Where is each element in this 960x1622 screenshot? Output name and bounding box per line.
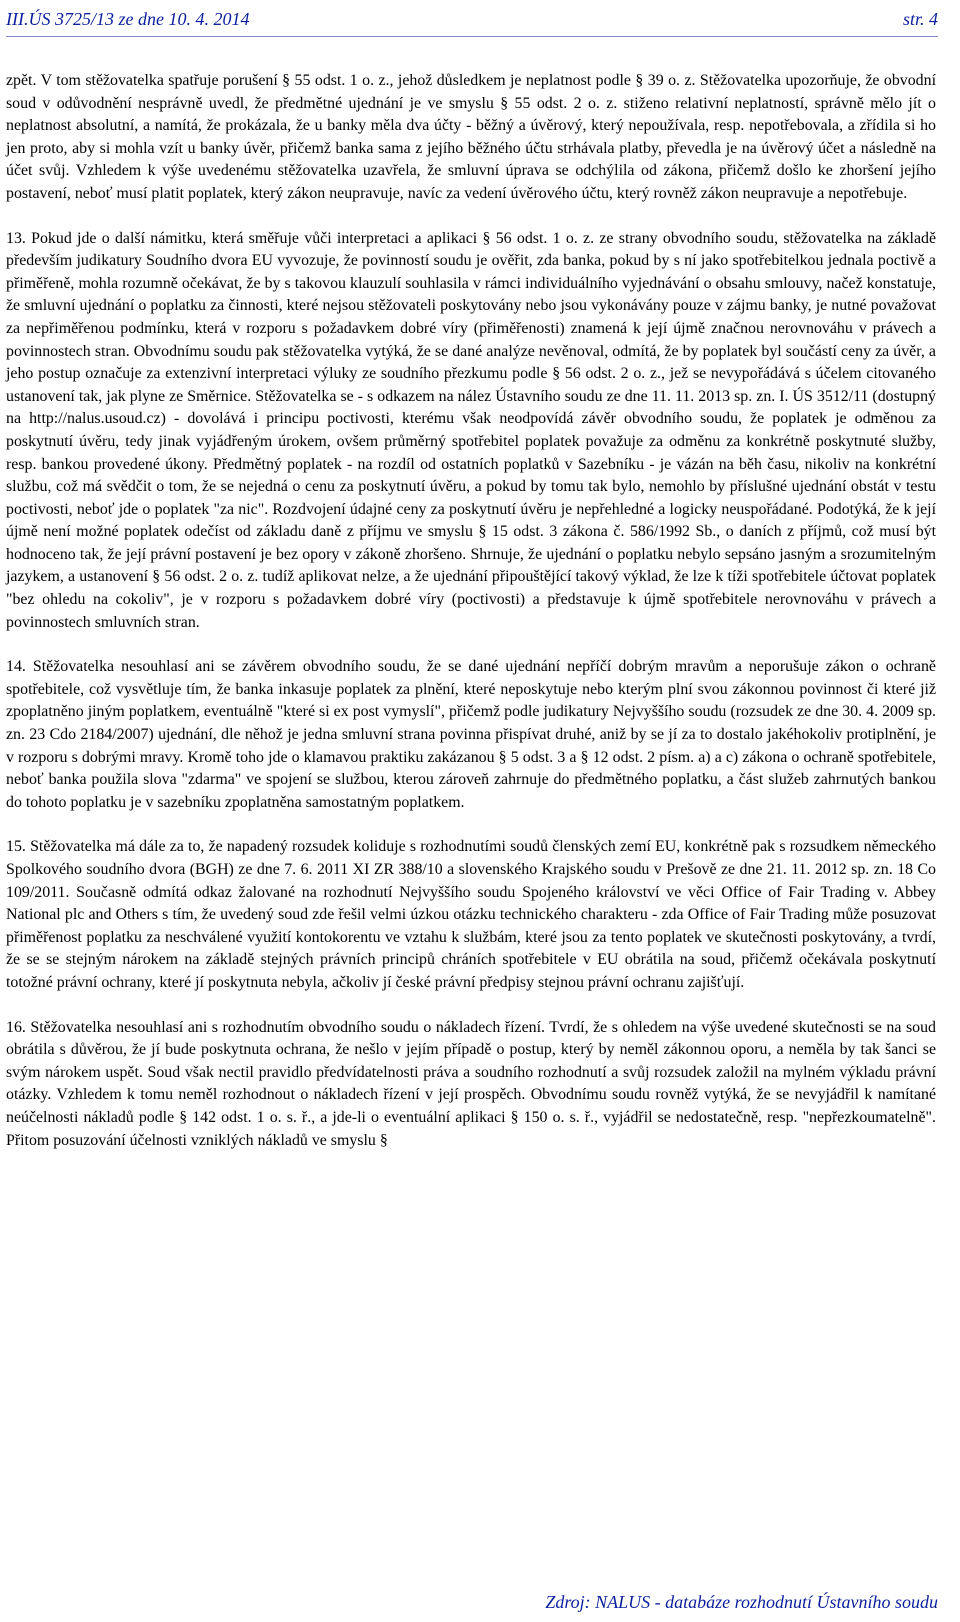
page-number: str. 4 <box>902 8 938 29</box>
paragraph-14: 14. Stěžovatelka nesouhlasí ani se závěrem obvodního soudu, že se dané ujednání nepříčí dobrým mravům a neporušuje zákon o ochraně spotřebitele, což vysvětluje tím, že banka inkasuje poplatek za plnění, které neposkytuje nebo kterým plní svou zákonnou povinnost či které již zpoplatněno jiným poplatkem, eventuálně "které si ex post vymyslí", přičemž podle judikatury Nejvyššího soudu (rozsudek ze dne 30. 4. 2009 sp. zn. 23 Cdo 2184/2007) ujednání, dle něhož je jedna smluvní strana povinna přispívat druhé, aniž by se jí za to dostalo jakéhokoliv protiplnění, je v rozporu s dobrými mravy. Kromě toho jde o klamavou praktiku zakázanou § 5 odst. 3 a § 12 odst. 2 písm. a) a c) zákona o ochraně spotřebitele, neboť banka použila slova "zdarma" ve spojení se službou, kterou zároveň zahrnuje do předmětného poplatku, a část služeb zahrnutých bankou do tohoto poplatku je v sazebníku zpoplatněna samostatným poplatkem. <box>6 658 936 811</box>
header-divider <box>6 36 938 37</box>
paragraph-13: 13. Pokud jde o další námitku, která směřuje vůči interpretaci a aplikaci § 56 odst. 1 o. z. ze strany obvodního soudu, stěžovatelka na základě především judikatury Soudního dvora EU vyvozuje, že povinností soudu je ověřit, zda banka, pokud by s ní jako spotřebitelkou jednala poctivě a přiměřeně, mohla rozumně očekávat, že by s takovou klauzulí souhlasila v rámci individuálního vyjednávání o obsahu smlouvy, načež konstatuje, že smluvní ujednání o poplatku za činnosti, které nejsou stěžovateli poskytovány nebo jsou vykonávány pouze v zájmu banky, je nutné považovat za nepřiměřenou podmínku, která v rozporu s požadavkem dobré víry (přiměřenosti) znamená k její újmě značnou nerovnováhu v právech a povinnostech stran. Obvodnímu soudu pak stěžovatelka vytýká, že se dané analýze nevěnoval, odmítá, že by poplatek byl součástí ceny za úvěr, a jeho postup označuje za extenzivní interpretaci výluky ze soudního přezkumu podle § 56 odst. 2 o. z., jež se nevypořádává s účelem citovaného ustanovení tak, jak plyne ze Směrnice. Stěžovatelka se - s odkazem na nález Ústavního soudu ze dne 11. 11. 2013 sp. zn. I. ÚS 3512/11 (dostupný na http://nalus.usoud.cz) - dovolává i principu poctivosti, kterému však neodpovídá závěr obvodního soudu, že poplatek je odměnou za poskytnutí úvěru, tedy jinak vyjádřeným úrokem, ovšem průměrný spotřebitel poplatek považuje za odměnu za konkrétně poskytnuté služby, resp. bankou provedené úkony. Předmětný poplatek - na rozdíl od ostatních poplatků v Sazebníku - je vázán na běh času, nikoliv na konkrétní službu, což má svědčit o tom, že se nejedná o cenu za poskytnutí úvěru, a pokud by tomu tak bylo, nemohlo by příslušné ujednání obstát v testu poctivosti, neboť jde o poplatek "za nic". Rozdvojení údajné ceny za poskytnutí úvěru je nepřehledné a logicky neuspořádané. Podotýká, že k její újmě není možné poplatek odečíst od základu daně z příjmu ve smyslu § 15 odst. 3 zákona č. 586/1992 Sb., o daních z příjmů, což musí být hodnoceno tak, že její právní postavení je bez opory v zákoně zhoršeno. Shrnuje, že ujednání o poplatku nebylo sepsáno jasným a srozumitelným jazykem, a ustanovení § 56 odst. 2 o. z. tudíž aplikovat nelze, a že ujednání připouštějící takový výklad, že lze k tíži spotřebitele účtovat poplatek "bez ohledu na cokoliv", je v rozporu s požadavkem dobré víry (poctivosti) a představuje k újmě spotřebitele nerovnováhu v právech a povinnostech smluvních stran. <box>6 229 936 631</box>
page-header <box>6 6 938 32</box>
paragraph-16: 16. Stěžovatelka nesouhlasí ani s rozhodnutím obvodního soudu o nákladech řízení. Tvrdí, že s ohledem na výše uvedené skutečnosti se na soud obrátila s důvěrou, že jí bude poskytnuta ochrana, že nešlo v jejím případě o postup, který by neměl zákonnou oporu, a neměla by tak šanci se svým nárokem uspět. Soud však nectil pravidlo předvídatelnosti práva a soudního rozhodnutí a svůj rozsudek založil na mylném výkladu právní otázky. Vzhledem k tomu neměl rozhodnout o nákladech řízení v její prospěch. Obvodnímu soudu rovněž vytýká, že se nevyjádřil k namítané neúčelnosti nákladů podle § 142 odst. 1 o. s. ř., a jde-li o eventuální aplikaci § 150 o. s. ř., vyjádřil se nedostatečně, resp. "nepřezkoumatelně". Přitom posuzování účelnosti vzniklých nákladů ve smyslu § <box>6 1018 936 1149</box>
paragraph-continuation: zpět. V tom stěžovatelka spatřuje porušení § 55 odst. 1 o. z., jehož důsledkem je neplatnost podle § 39 o. z. Stěžovatelka upozorňuje, že obvodní soud v odůvodnění nesprávně uvedl, že předmětné ujednání je ve smyslu § 55 odst. 2 o. z. stiženo relativní neplatností, správně mělo jít o neplatnost absolutní, a namítá, že prokázala, že u banky měla dva účty - běžný a úvěrový, který nepoužívala, resp. nepotřebovala, a zřídila si ho jen proto, aby si mohla vzít u banky úvěr, přičemž banka sama z jejího běžného účtu strhávala platby, převedla je na úvěrový účet a následně na účet svůj. Vzhledem k výše uvedenému stěžovatelka uzavřela, že smluvní úprava se odchýlila od zákona, přičemž došlo ke zhoršení jejího postavení, neboť musí platit poplatek, který zákon neupravuje, navíc za vedení úvěrového účtu, který rovněž zákon neupravuje a nepotřebuje. <box>6 72 936 202</box>
case-reference: III.ÚS 3725/13 ze dne 10. 4. 2014 <box>6 8 250 29</box>
page-footer-source: Zdroj: NALUS - databáze rozhodnutí Ústavního soudu <box>545 1592 938 1612</box>
paragraph-15: 15. Stěžovatelka má dále za to, že napadený rozsudek koliduje s rozhodnutími soudů členských zemí EU, konkrétně pak s rozsudkem německého Spolkového soudního dvora (BGH) ze dne 7. 6. 2011 XI ZR 388/10 a slovenského Krajského soudu v Prešově ze dne 21. 11. 2012 sp. zn. 18 Co 109/2011. Současně odmítá odkaz žalované na rozhodnutí Nejvyššího soudu Spojeného království ve věci Office of Fair Trading v. Abbey National plc and Others s tím, že uvedený soud zde řešil velmi úzkou otázku technického charakteru - zda Office of Fair Trading může posuzovat přiměřenost poplatku za neschválené využití kontokorentu ve vztahu k službám, které jsou za tento poplatek ve skutečnosti poskytovány, a tvrdí, že se se stejným nárokem na základě stejných právních principů chráních spotřebitele v EU obrátila na soud, přičemž očekávala poskytnutí totožné právní ochrany, které jí poskytnuta nebyla, ačkoliv jí české právní předpisy stejnou právní ochranu zajišťují. <box>6 838 936 991</box>
document-body <box>6 70 936 1152</box>
